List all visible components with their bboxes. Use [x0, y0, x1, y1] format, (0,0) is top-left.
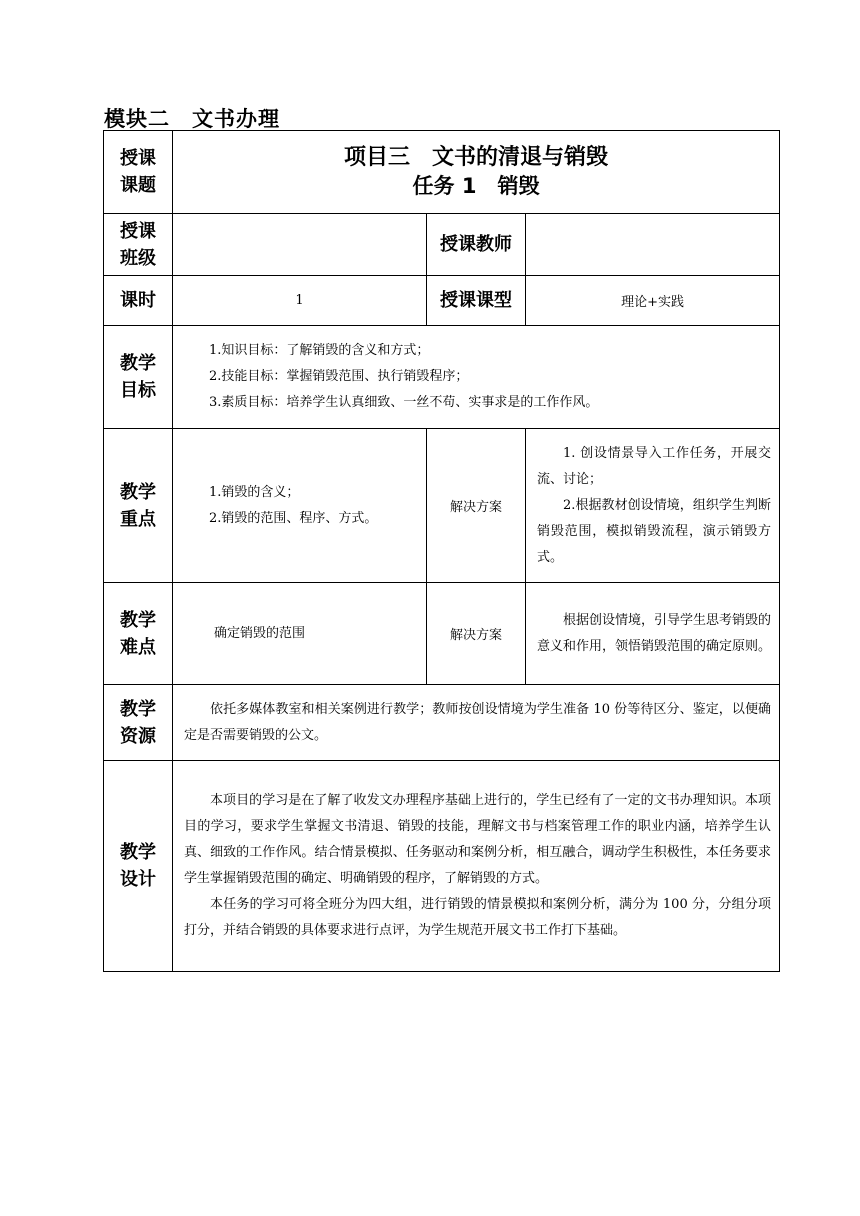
- design-paragraph: 本任务的学习可将全班分为四大组，进行销毁的情景模拟和案例分析，满分为 100 分，分组分项打分，并结合销毁的具体要求进行点评，为学生规范开展文书工作打下基础。: [184, 897, 772, 938]
- hours-label: 课时: [104, 276, 173, 326]
- class-label: 授课 班级: [104, 214, 173, 276]
- key-points-label: 教学 重点: [104, 429, 173, 583]
- resources-text-cell: [173, 685, 780, 761]
- class-value: [173, 214, 427, 276]
- design-row: [104, 761, 780, 972]
- course-type-value: 理论+实践: [526, 276, 780, 326]
- difficulties-row: [104, 583, 780, 685]
- hours-row: [104, 276, 780, 326]
- objective-item: 1.知识目标：了解销毁的含义和方式；: [209, 343, 430, 358]
- task-title: 任务 1 销毁: [412, 174, 540, 198]
- difficulties-text: 确定销毁的范围: [173, 583, 427, 685]
- difficulties-label: 教学 难点: [104, 583, 173, 685]
- topic-row: [104, 131, 780, 214]
- resources-label: 教学 资源: [104, 685, 173, 761]
- resources-row: [104, 685, 780, 761]
- key-points-row: [104, 429, 780, 583]
- teacher-value: [526, 214, 780, 276]
- key-points-solution: [526, 429, 780, 583]
- key-point-item: 1.销毁的含义；: [209, 484, 300, 500]
- solution-paragraph: 1. 创设情景导入工作任务，开展交流、讨论；: [537, 445, 772, 487]
- hours-value: 1: [173, 276, 427, 326]
- resources-text: 依托多媒体教室和相关案例进行教学；教师按创设情境为学生准备 10 份等待区分、鉴定，以便确定是否需要销毁的公文。: [184, 701, 772, 743]
- class-row: [104, 214, 780, 276]
- solution-paragraph: 2.根据教材创设情境，组织学生判断销毁范围，模拟销毁流程，演示销毁方式。: [537, 497, 772, 565]
- project-title: 项目三 文书的清退与销毁: [344, 145, 609, 170]
- teacher-label: 授课教师: [427, 214, 526, 276]
- topic-label: 授课 课题: [104, 131, 173, 214]
- key-points-list: [173, 429, 427, 583]
- design-paragraph: 本项目的学习是在了解了收发文办理程序基础上进行的，学生已经有了一定的文书办理知识。本项目的学习，要求学生掌握文书清退、销毁的技能，理解文书与档案管理工作的职业内涵，培养学生认真、细致的工作作风。结合情景模拟、任务驱动和案例分析，相互融合，调动学生积极性，本任务要求学生掌握销毁范围的确定、明确销毁的程序，了解销毁的方式。: [184, 793, 772, 886]
- key-point-item: 2.销毁的范围、程序、方式。: [209, 510, 378, 526]
- objectives-label: 教学 目标: [104, 326, 173, 429]
- objective-item: 3.素质目标：培养学生认真细致、一丝不苟、实事求是的工作作风。: [209, 395, 599, 410]
- solution-paragraph: 根据创设情境，引导学生思考销毁的意义和作用，领悟销毁范围的确定原则。: [537, 612, 772, 654]
- objectives-list: [173, 326, 780, 429]
- topic-title: [173, 131, 780, 214]
- course-type-label: 授课课型: [427, 276, 526, 326]
- objectives-row: [104, 326, 780, 429]
- design-label: 教学 设计: [104, 761, 173, 972]
- module-title: 模块二 文书办理: [104, 107, 280, 131]
- design-text-cell: [173, 761, 780, 972]
- difficulties-solution-label: 解决方案: [427, 583, 526, 685]
- key-points-solution-label: 解决方案: [427, 429, 526, 583]
- objective-item: 2.技能目标：掌握销毁范围、执行销毁程序；: [209, 369, 469, 384]
- difficulties-solution: [526, 583, 780, 685]
- lesson-plan-table: [103, 130, 780, 972]
